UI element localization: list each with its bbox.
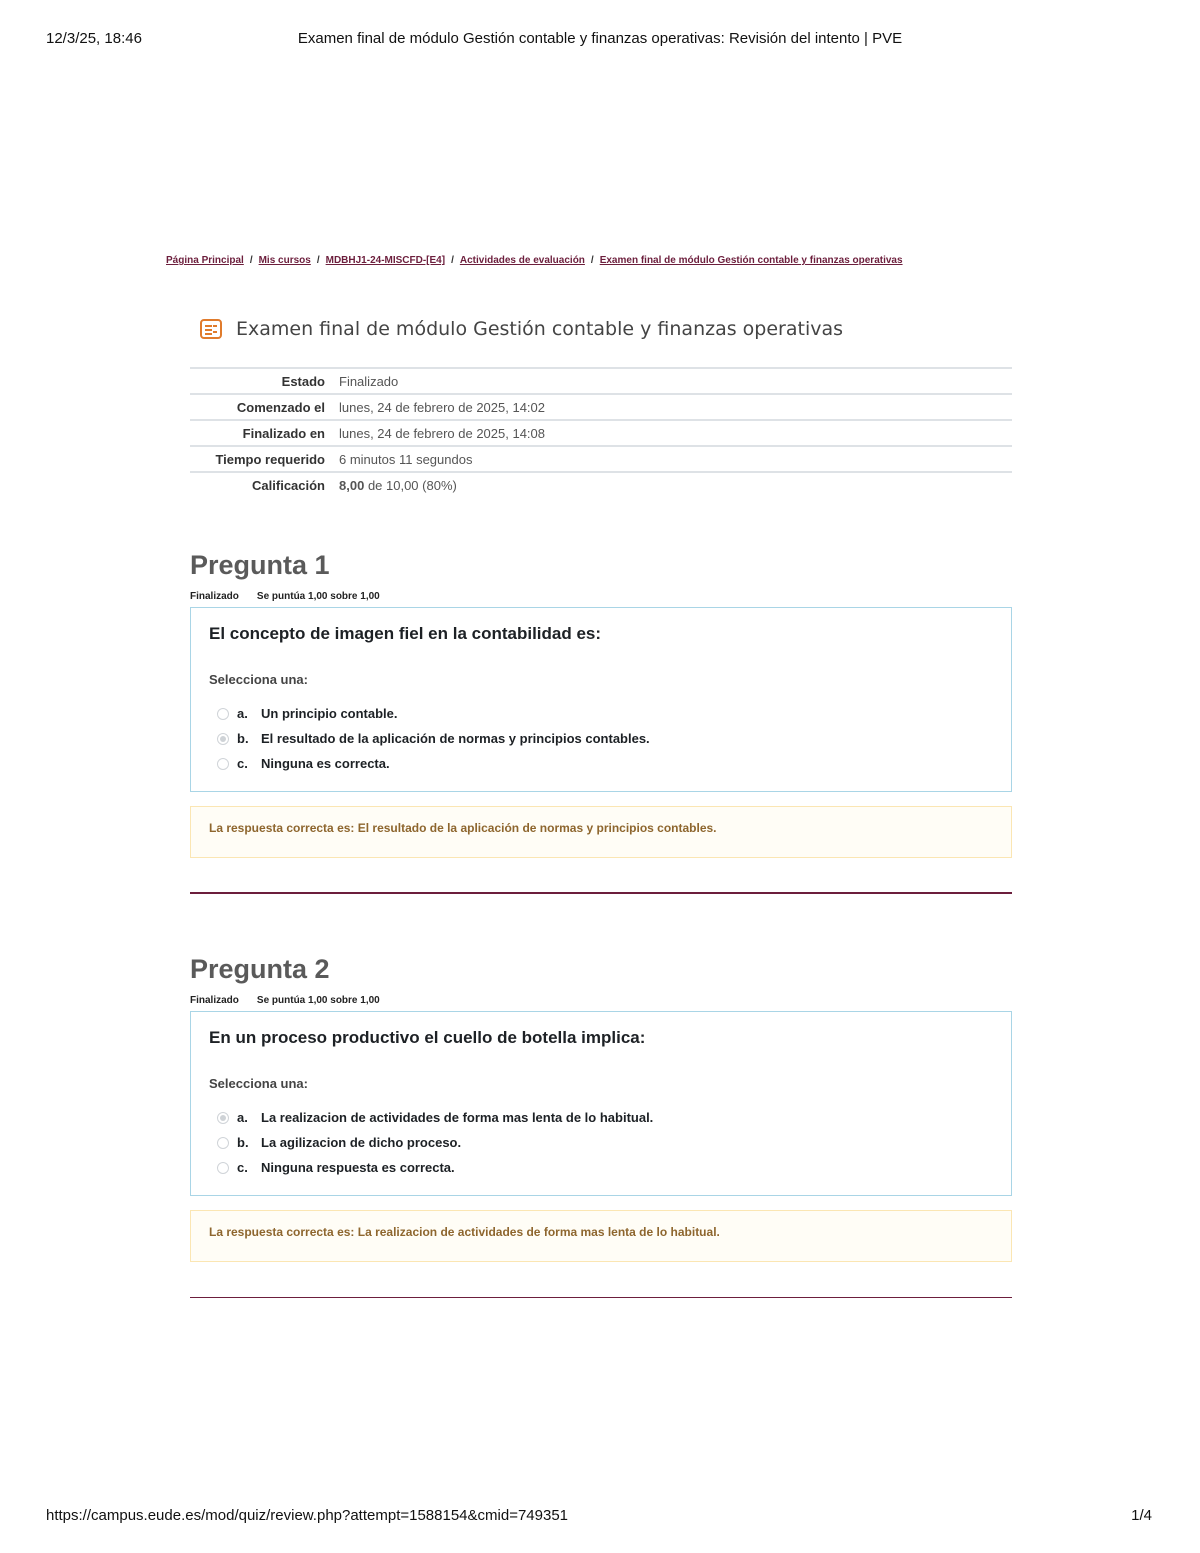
summary-value <box>339 472 1012 497</box>
question-heading: Pregunta 2 <box>190 954 330 984</box>
grade-total: de 10,00 (80%) <box>367 477 457 493</box>
question-box <box>190 607 1012 792</box>
option-letter: b. <box>237 1135 249 1150</box>
print-header <box>0 30 1200 50</box>
summary-label: Finalizado en <box>242 425 325 441</box>
answer-option[interactable] <box>209 701 993 726</box>
answer-option[interactable] <box>209 1105 993 1130</box>
breadcrumb-quiz[interactable]: Examen final de módulo Gestión contable y finanzas operativas <box>599 255 903 266</box>
radio-button[interactable] <box>217 1137 229 1149</box>
breadcrumb-course[interactable]: MDBHJ1-24-MISCFD-[E4] <box>325 255 446 266</box>
summary-label: Tiempo requerido <box>215 451 325 467</box>
option-letter: a. <box>237 1110 248 1125</box>
question-info <box>190 591 380 602</box>
summary-value: lunes, 24 de febrero de 2025, 14:02 <box>339 399 545 415</box>
summary-value: Finalizado <box>339 373 399 389</box>
summary-label: Comenzado el <box>236 399 325 415</box>
breadcrumb-my-courses[interactable]: Mis cursos <box>258 255 311 266</box>
question-prompt: Selecciona una: <box>209 1076 308 1091</box>
option-letter: c. <box>237 1160 248 1175</box>
question-prompt: Selecciona una: <box>209 672 308 687</box>
grade-score: 8,00 <box>339 477 365 493</box>
option-letter: c. <box>237 756 248 771</box>
option-text: La agilizacion de dicho proceso. <box>261 1135 462 1150</box>
summary-row <box>190 368 1012 394</box>
correct-answer-feedback: La respuesta correcta es: La realizacion de actividades de forma mas lenta de lo habitual. <box>190 1210 1012 1262</box>
question-text: En un proceso productivo el cuello de botella implica: <box>209 1028 646 1047</box>
summary-label: Estado <box>281 373 325 389</box>
option-text: Ninguna es correcta. <box>261 756 390 771</box>
summary-value: lunes, 24 de febrero de 2025, 14:08 <box>339 425 545 441</box>
option-letter: a. <box>237 706 248 721</box>
question-state: Finalizado <box>190 995 239 1006</box>
option-text: Un principio contable. <box>261 706 398 721</box>
print-page-title: Examen final de módulo Gestión contable y finanzas operativas: Revisión del intento | PVE <box>297 30 903 47</box>
option-letter: b. <box>237 731 249 746</box>
breadcrumb: Página Principal / Mis cursos / MDBHJ1-24-MISCFD-[E4] / Actividades de evaluación / Examen final de módulo Gestión contable y finanzas operativas <box>166 255 903 266</box>
summary-row <box>190 420 1012 446</box>
summary-row <box>190 394 1012 420</box>
radio-button-selected[interactable] <box>217 1112 229 1124</box>
print-url: https://campus.eude.es/mod/quiz/review.php?attempt=1588154&cmid=749351 <box>46 1507 569 1524</box>
question-heading: Pregunta 1 <box>190 550 330 580</box>
summary-row <box>190 446 1012 472</box>
question-divider <box>190 1297 1012 1298</box>
breadcrumb-home[interactable]: Página Principal <box>166 255 244 266</box>
breadcrumb-section[interactable]: Actividades de evaluación <box>459 255 585 266</box>
answer-option[interactable] <box>209 751 993 776</box>
print-datetime: 12/3/25, 18:46 <box>46 30 142 47</box>
question-info <box>190 995 380 1006</box>
question-grade: Se puntúa 1,00 sobre 1,00 <box>256 995 380 1006</box>
question-grade: Se puntúa 1,00 sobre 1,00 <box>256 591 380 602</box>
summary-value: 6 minutos 11 segundos <box>339 451 473 467</box>
attempt-summary <box>190 367 1012 497</box>
option-text: Ninguna respuesta es correcta. <box>261 1160 455 1175</box>
question-state: Finalizado <box>190 591 239 602</box>
answer-option[interactable] <box>209 1130 993 1155</box>
option-text: El resultado de la aplicación de normas y principios contables. <box>261 731 650 746</box>
correct-answer-feedback: La respuesta correcta es: El resultado de la aplicación de normas y principios contables. <box>190 806 1012 858</box>
answer-option[interactable] <box>209 726 993 751</box>
question-text: El concepto de imagen fiel en la contabilidad es: <box>209 624 602 643</box>
summary-row <box>190 472 1012 497</box>
option-text: La realizacion de actividades de forma mas lenta de lo habitual. <box>261 1110 654 1125</box>
question-divider <box>190 892 1012 894</box>
quiz-title: Examen final de módulo Gestión contable y finanzas operativas <box>236 318 844 340</box>
radio-button[interactable] <box>217 1162 229 1174</box>
question-box <box>190 1011 1012 1196</box>
summary-label: Calificación <box>252 477 325 493</box>
radio-button[interactable] <box>217 758 229 770</box>
radio-button[interactable] <box>217 708 229 720</box>
page-title <box>200 318 843 340</box>
quiz-icon <box>200 319 222 339</box>
radio-button-selected[interactable] <box>217 733 229 745</box>
page-number: 1/4 <box>1131 1507 1152 1524</box>
answer-option[interactable] <box>209 1155 993 1180</box>
